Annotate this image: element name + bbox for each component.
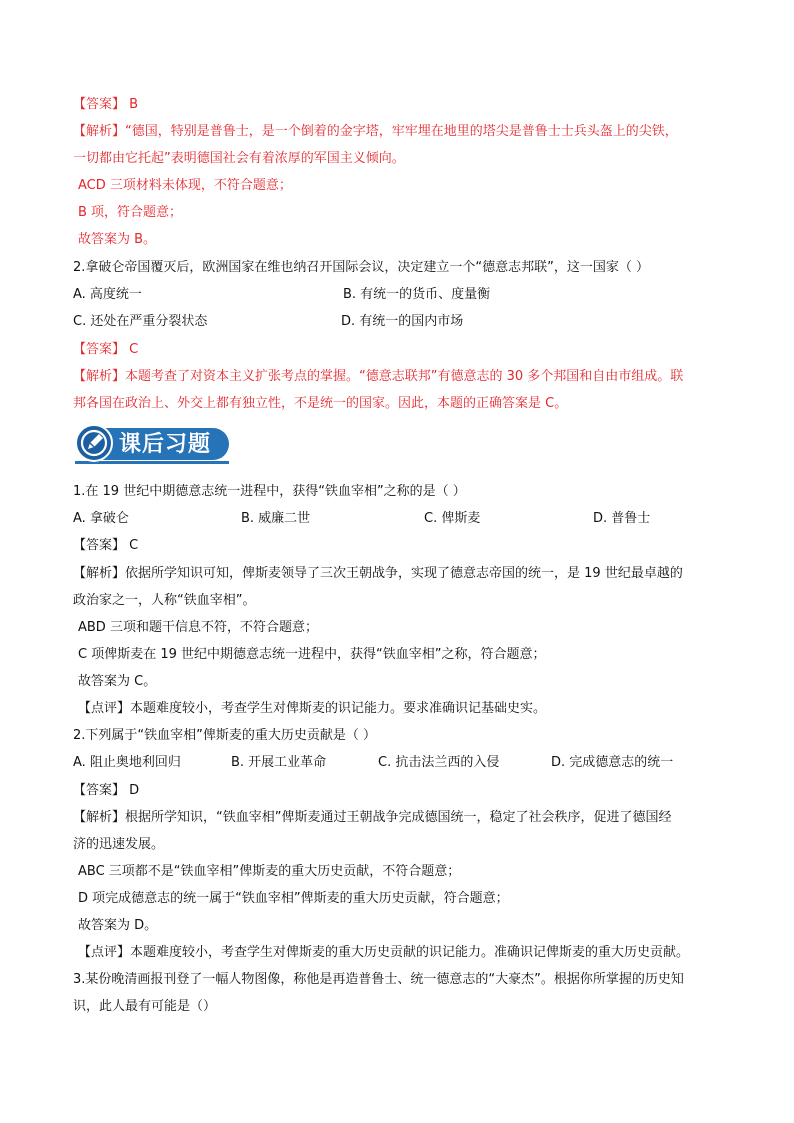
answer-value: C: [125, 342, 139, 357]
exercise-2-analysis-line-2: 济的迅速发展。: [73, 837, 165, 852]
answer-value: B: [125, 97, 139, 112]
answer-value: D: [125, 783, 140, 798]
exercise-2-comment: 【点评】本题难度较小，考查学生对俾斯麦的重大历史贡献的识记能力。准确识记俾斯麦的重大历史贡献。: [78, 945, 690, 960]
answer-label: 【答案】: [73, 538, 126, 553]
analysis-1-line-2: 一切都由它托起”表明德国社会有着浓厚的军国主义倾向。: [73, 151, 405, 166]
pencil-icon: [75, 424, 113, 462]
analysis-text: 本题考查了对资本主义扩张考点的掌握。“德意志联邦”有德意志的 30 多个邦国和自由市组成。联: [125, 369, 684, 384]
answer-label: 【答案】: [73, 783, 126, 798]
question-2-option-b: B. 有统一的货币、度量衡: [343, 287, 491, 302]
exercise-1-comment: 【点评】本题难度较小，考查学生对俾斯麦的识记能力。要求准确识记基础史实。: [78, 701, 547, 716]
exercise-1-analysis-line-4: C 项俾斯麦在 19 世纪中期德意志统一进程中，获得“铁血宰相”之称，符合题意；: [78, 647, 546, 662]
exercise-2-option-d: D. 完成德意志的统一: [551, 755, 674, 770]
exercise-1-analysis-line-2: 政治家之一，人称“铁血宰相”。: [73, 593, 256, 608]
banner-title: 课后习题: [119, 432, 212, 457]
analysis-2-line-1: [73, 369, 683, 385]
question-2-stem: 2.拿破仑帝国覆灭后，欧洲国家在维也纳召开国际会议，决定建立一个“德意志邦联”，这一国家（ ）: [73, 260, 650, 275]
exercise-1-analysis-line-3: ABD 三项和题干信息不符，不符合题意；: [78, 620, 318, 635]
exercise-2-answer: [73, 783, 139, 799]
analysis-label: 【解析】: [73, 810, 126, 825]
exercise-2-option-c: C. 抗击法兰西的入侵: [378, 755, 500, 770]
question-2-option-a: A. 高度统一: [73, 287, 142, 302]
exercise-2-option-b: B. 开展工业革命: [231, 755, 327, 770]
analysis-2-line-2: 邦各国在政治上、外交上都有独立性，不是统一的国家。因此，本题的正确答案是 C。: [73, 396, 568, 411]
analysis-1-line-1: [73, 124, 678, 140]
answer-label: 【答案】: [73, 97, 126, 112]
analysis-text: 根据所学知识，“铁血宰相”俾斯麦通过王朝战争完成德国统一，稳定了社会秩序，促进了德国经: [125, 810, 672, 825]
analysis-1-line-4: B 项，符合题意；: [78, 205, 183, 220]
exercise-2-analysis-line-4: D 项完成德意志的统一属于“铁血宰相”俾斯麦的重大历史贡献，符合题意；: [78, 891, 509, 906]
exercise-1-option-c: C. 俾斯麦: [424, 511, 481, 526]
exercise-1-answer: [73, 538, 138, 554]
exercise-2-stem: 2.下列属于“铁血宰相”俾斯麦的重大历史贡献是（ ）: [73, 728, 377, 743]
question-2-option-d: D. 有统一的国内市场: [341, 314, 464, 329]
exercise-1-analysis-line-1: [73, 566, 683, 582]
exercise-1-option-b: B. 威廉二世: [241, 511, 311, 526]
exercise-2-analysis-line-3: ABC 三项都不是“铁血宰相”俾斯麦的重大历史贡献，不符合题意；: [78, 864, 461, 879]
analysis-1-line-5: 故答案为 B。: [78, 232, 157, 247]
answer-1: [73, 97, 138, 113]
analysis-1-line-3: ACD 三项材料未体现，不符合题意；: [78, 178, 292, 193]
answer-label: 【答案】: [73, 342, 126, 357]
exercise-3-stem-line-1: 3.某份晚清画报刊登了一幅人物图像，称他是再造普鲁士、统一德意志的“大豪杰”。根据你所掌握的历史知: [73, 972, 684, 987]
analysis-label: 【解析】: [73, 369, 126, 384]
exercise-3-stem-line-2: 识，此人最有可能是（）: [73, 999, 217, 1014]
exercise-2-analysis-line-1: [73, 810, 672, 826]
analysis-text: “德国，特别是普鲁士，是一个倒着的金字塔，牢牢埋在地里的塔尖是普鲁士士兵头盔上的尖铁，: [125, 124, 678, 139]
answer-value: C: [125, 538, 139, 553]
exercise-1-option-a: A. 拿破仑: [73, 511, 129, 526]
question-2-option-c: C. 还处在严重分裂状态: [73, 314, 208, 329]
analysis-text: 依据所学知识可知，俾斯麦领导了三次王朝战争，实现了德意志帝国的统一，是 19 世纪最卓越的: [125, 566, 683, 581]
exercise-1-option-d: D. 普鲁士: [593, 511, 651, 526]
answer-2: [73, 342, 138, 358]
analysis-label: 【解析】: [73, 566, 126, 581]
exercise-1-stem: 1.在 19 世纪中期德意志统一进程中，获得“铁血宰相”之称的是（ ）: [73, 484, 466, 499]
analysis-label: 【解析】: [73, 124, 126, 139]
exercise-2-option-a: A. 阻止奥地利回归: [73, 755, 181, 770]
exercise-1-analysis-line-5: 故答案为 C。: [78, 674, 157, 689]
section-banner: [75, 424, 229, 464]
exercise-2-analysis-line-5: 故答案为 D。: [78, 918, 158, 933]
